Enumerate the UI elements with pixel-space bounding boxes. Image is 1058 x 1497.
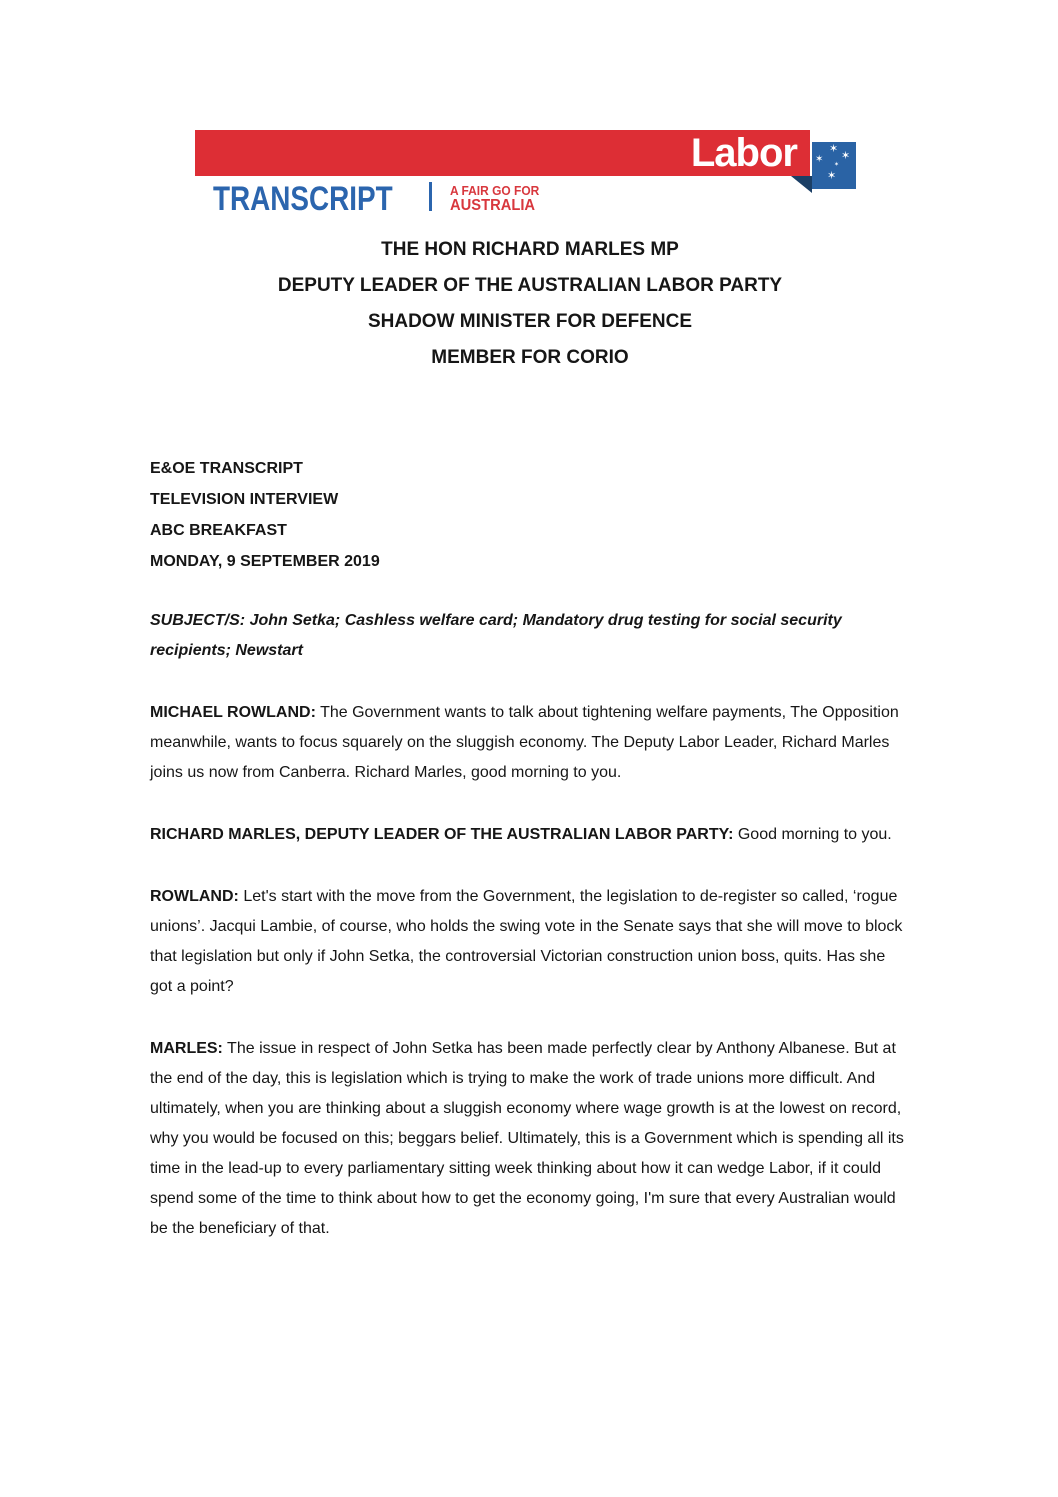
meta-line: ABC BREAKFAST xyxy=(150,522,287,539)
star-icon: ✶ xyxy=(815,154,824,165)
paragraph xyxy=(150,820,910,850)
speaker-name: ROWLAND: xyxy=(150,888,239,905)
tagline xyxy=(450,184,539,214)
star-icon: ✶ xyxy=(841,150,851,162)
subject-line: SUBJECT/S: John Setka; Cashless welfare card; Mandatory drug testing for social security recipients; Newstart xyxy=(150,612,842,659)
speech-text: The Government wants to talk about tightening welfare payments, The Opposition meanwhile, wants to focus squarely on the sluggish economy. The Deputy Labor Leader, Richard Marles joins us now from Canberra. Richard Marles, good morning to you. xyxy=(150,704,899,781)
title-line: MEMBER FOR CORIO xyxy=(431,347,629,368)
speaker-name: MARLES: xyxy=(150,1040,223,1057)
title-line: DEPUTY LEADER OF THE AUSTRALIAN LABOR PARTY xyxy=(277,275,783,296)
transcript-label: TRANSCRIPT xyxy=(213,180,393,218)
separator-bar xyxy=(429,182,432,211)
southern-cross-icon xyxy=(812,142,856,189)
meta-line: E&OE TRANSCRIPT xyxy=(150,460,303,477)
title-line: SHADOW MINISTER FOR DEFENCE xyxy=(367,311,693,332)
paragraph xyxy=(150,882,910,1002)
transcript-body xyxy=(150,232,910,1244)
star-icon: ✶ xyxy=(829,143,839,155)
labor-banner xyxy=(195,130,810,176)
star-icon: ✶ xyxy=(834,162,840,168)
tagline-line2: AUSTRALIA xyxy=(450,197,536,214)
title-block xyxy=(150,232,910,376)
speaker-name: MICHAEL ROWLAND: xyxy=(150,704,316,721)
paragraph xyxy=(150,698,910,788)
meta-line: MONDAY, 9 SEPTEMBER 2019 xyxy=(150,553,380,570)
meta-line: TELEVISION INTERVIEW xyxy=(150,491,339,508)
title-line: THE HON RICHARD MARLES MP xyxy=(381,239,679,260)
speech-text: Let's start with the move from the Government, the legislation to de-register so called, ‘rogue unions’. Jacqui Lambie, of course, who holds the swing vote in the Senate says that she will move to block that legislation but only if John Setka, the controversial Victorian construction union boss, quits. Has she got a point? xyxy=(150,888,903,995)
tagline-line1: A FAIR GO FOR xyxy=(450,183,540,198)
paragraph xyxy=(150,1034,910,1244)
speech-text: Good morning to you. xyxy=(737,826,892,843)
banner-fold-triangle xyxy=(791,176,812,193)
speech-text: The issue in respect of John Setka has been made perfectly clear by Anthony Albanese. But at the end of the day, this is legislation which is trying to make the work of trade unions more difficult. And ultimately, when you are thinking about a sluggish economy where wage growth is at the lowest on record, why you would be focused on this; beggars belief. Ultimately, this is a Government which is spending all its time in the lead-up to every parliamentary sitting week thinking about how it can wedge Labor, if it could spend some of the time to think about how to get the economy going, I'm sure that every Australian would be the beneficiary of that. xyxy=(150,1040,904,1237)
labor-logo-text: Labor xyxy=(690,131,797,175)
speaker-name: RICHARD MARLES, DEPUTY LEADER OF THE AUSTRALIAN LABOR PARTY: xyxy=(150,826,734,843)
meta-block xyxy=(150,453,910,577)
star-icon: ✶ xyxy=(827,170,837,182)
